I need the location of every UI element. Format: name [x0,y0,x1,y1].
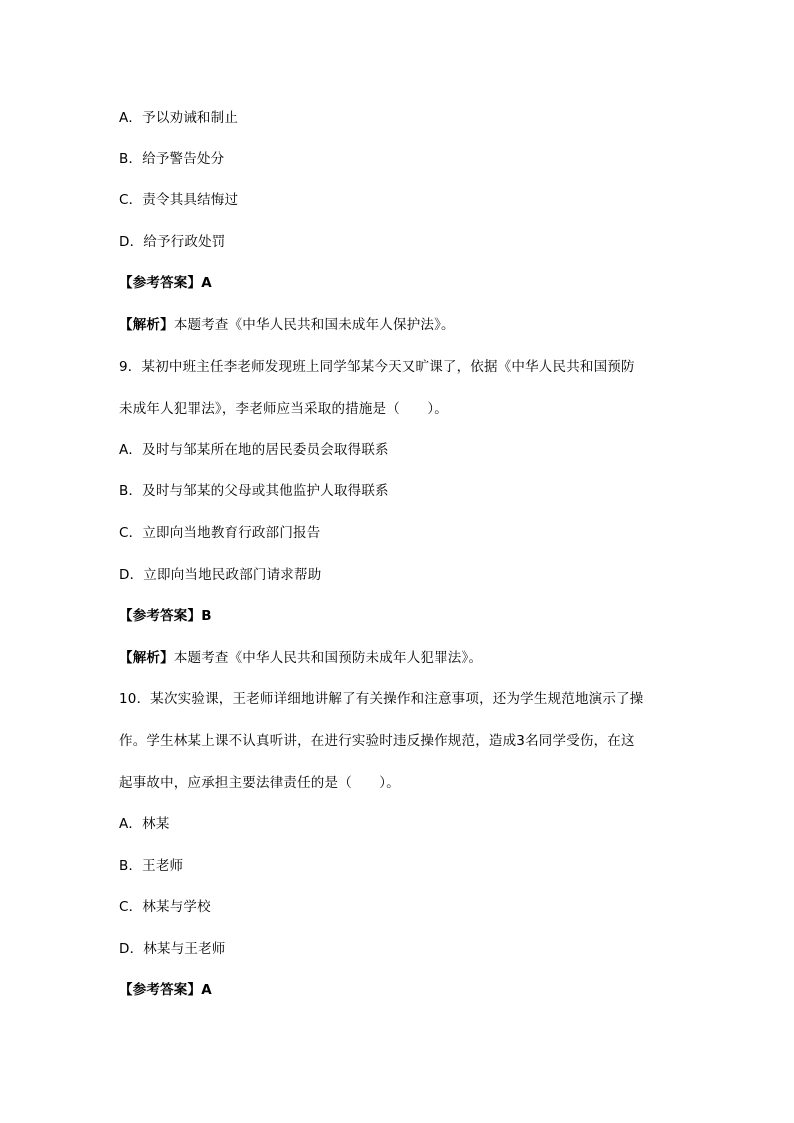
q10-answer [119,981,212,999]
q8-option-a: A．予以劝诫和制止 [119,110,239,126]
q9-option-a: A．及时与邹某所在地的居民委员会取得联系 [119,442,389,458]
q10-stem-line-1: 10．某次实验课，王老师详细地讲解了有关操作和注意事项，还为学生规范地演示了操 [119,691,644,707]
analysis-text: 本题考查《中华人民共和国未成年人保护法》。 [173,317,455,333]
q10-option-d: D．林某与王老师 [119,941,226,957]
q10-stem-line-3: 起事故中，应承担主要法律责任的是（ ）。 [119,775,400,791]
q8-analysis [119,316,455,334]
analysis-text: 本题考查《中华人民共和国预防未成年人犯罪法》。 [173,650,483,666]
answer-value: A [201,275,212,291]
answer-label: 【参考答案】 [119,275,202,291]
analysis-label: 【解析】 [119,650,174,666]
q9-answer [119,607,212,625]
q9-analysis [119,649,482,667]
answer-label: 【参考答案】 [119,982,202,998]
q8-option-d: D．给予行政处罚 [119,234,226,250]
q10-stem-line-2: 作。学生林某上课不认真听讲，在进行实验时违反操作规范，造成3名同学受伤，在这 [119,733,635,749]
q10-option-c: C．林某与学校 [119,899,211,915]
q9-option-b: B．及时与邹某的父母或其他监护人取得联系 [119,483,389,499]
q8-answer [119,274,212,292]
analysis-label: 【解析】 [119,317,174,333]
q9-stem-line-2: 未成年人犯罪法》，李老师应当采取的措施是（ ）。 [119,401,448,417]
q8-option-c: C．责令其具结悔过 [119,192,239,208]
q10-option-b: B．王老师 [119,858,184,874]
answer-value: A [201,982,212,998]
q9-option-c: C．立即向当地教育行政部门报告 [119,525,321,541]
q8-option-b: B．给予警告处分 [119,151,225,167]
q9-stem-line-1: 9．某初中班主任李老师发现班上同学邹某今天又旷课了，依据《中华人民共和国预防 [119,359,635,375]
q9-option-d: D．立即向当地民政部门请求帮助 [119,567,322,583]
answer-label: 【参考答案】 [119,608,202,624]
q10-option-a: A．林某 [119,816,170,832]
answer-value: B [201,608,212,624]
